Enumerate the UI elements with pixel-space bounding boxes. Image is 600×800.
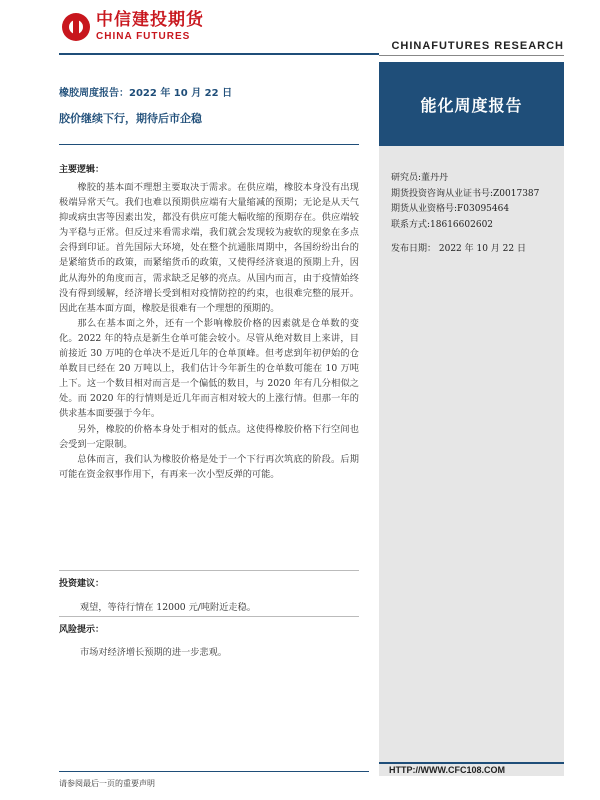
analyst-contact: 联系方式:18616602602 [391, 219, 494, 230]
sidebar-panel [379, 146, 564, 762]
footer-divider [59, 771, 369, 772]
logic-paragraph: 总体而言，我们认为橡胶价格是处于一个下行再次筑底的阶段。后期可能在资金叙事作用下，有再来一次小型反弹的可能。 [59, 453, 359, 480]
china-futures-logo-icon [62, 13, 90, 41]
logo-english-name: CHINA FUTURES [96, 31, 191, 42]
analyst-cert-consulting: 期货投资咨询从业证书号:Z0017387 [391, 188, 540, 199]
section-divider [59, 570, 359, 571]
company-logo [62, 12, 204, 42]
report-category: 能化周度报告 [420, 95, 523, 115]
logic-paragraph: 那么在基本面之外，还有一个影响橡胶价格的因素就是仓单数的变化。2022 年的特点是新生仓单可能会较小。尽管从绝对数目上来讲，目前接近 30 万吨的仓单决不是近几年的仓单顶峰。但考虑到年初伊始的仓单数目已经在 20 万吨以上，我们估计今年新生的仓单数可能在 10 万吨上下。这一个数目相对而言是一个偏低的数目，与 2020 年有几分相似之处。而 2020 年的行情则是近几年而言相对较大的上涨行情。但那一年的供求基本面要强于今年。 [59, 317, 359, 420]
report-headline: 胶价继续下行，期待后市企稳 [59, 112, 202, 125]
publish-date: 发布日期： 2022 年 10 月 22 日 [391, 244, 526, 254]
logic-paragraph: 另外，橡胶的价格本身处于相对的低点。这使得橡胶价格下行空间也会受到一定限制。 [59, 423, 359, 450]
research-brand: CHINAFUTURES RESEARCH [391, 40, 564, 52]
section-divider [59, 616, 359, 617]
report-title-date: 橡胶周度报告：2022 年 10 月 22 日 [59, 88, 233, 99]
website-link[interactable]: HTTP://WWW.CFC108.COM [379, 762, 564, 776]
risk-warning-title: 风险提示： [59, 625, 105, 635]
logic-paragraph: 橡胶的基本面不理想主要取决于需求。在供应端，橡胶本身没有出现极端异常天气。我们也难以预期供应端有大量缩减的预期；无论是从天气抑或病虫害等因素出发，都没有供应可能大幅收缩的预期存在。供应端较为平稳与正常。但反过来看需求端，我们就会发现较为疲软的现象在多点会得到印证。首先国际大环境，处在整个抗通胀周期中，各国纷纷出台的是紧缩货币的政策，而紧缩货币的政策，又使得经济衰退的预期上升，因此从海外的角度而言，需求缺乏足够的亮点。从国内而言，由于疫情始终没有得到缓解，经济增长受到相对疫情防控的约束，也很难完整的展开。因此在基本面方面，橡胶是很难有一个理想的预期的。 [59, 182, 359, 314]
header-divider-right [379, 55, 564, 56]
disclaimer-note: 请参阅最后一页的重要声明 [59, 779, 155, 788]
main-logic-body [59, 180, 359, 482]
report-category-banner [379, 62, 564, 146]
analyst-name: 研究员:董丹丹 [391, 173, 449, 183]
investment-advice-title: 投资建议： [59, 579, 105, 589]
risk-warning-text: 市场对经济增长预期的进一步悲观。 [80, 647, 227, 658]
analyst-cert-qualification: 期货从业资格号:F03095464 [391, 204, 510, 214]
investment-advice-text: 观望，等待行情在 12000 元/吨附近走稳。 [80, 602, 256, 613]
headline-divider [59, 144, 359, 145]
logo-chinese-name: 中信建投期货 [96, 10, 204, 30]
header-divider [59, 53, 379, 55]
analyst-info [391, 171, 539, 233]
main-logic-title: 主要逻辑： [59, 165, 105, 175]
